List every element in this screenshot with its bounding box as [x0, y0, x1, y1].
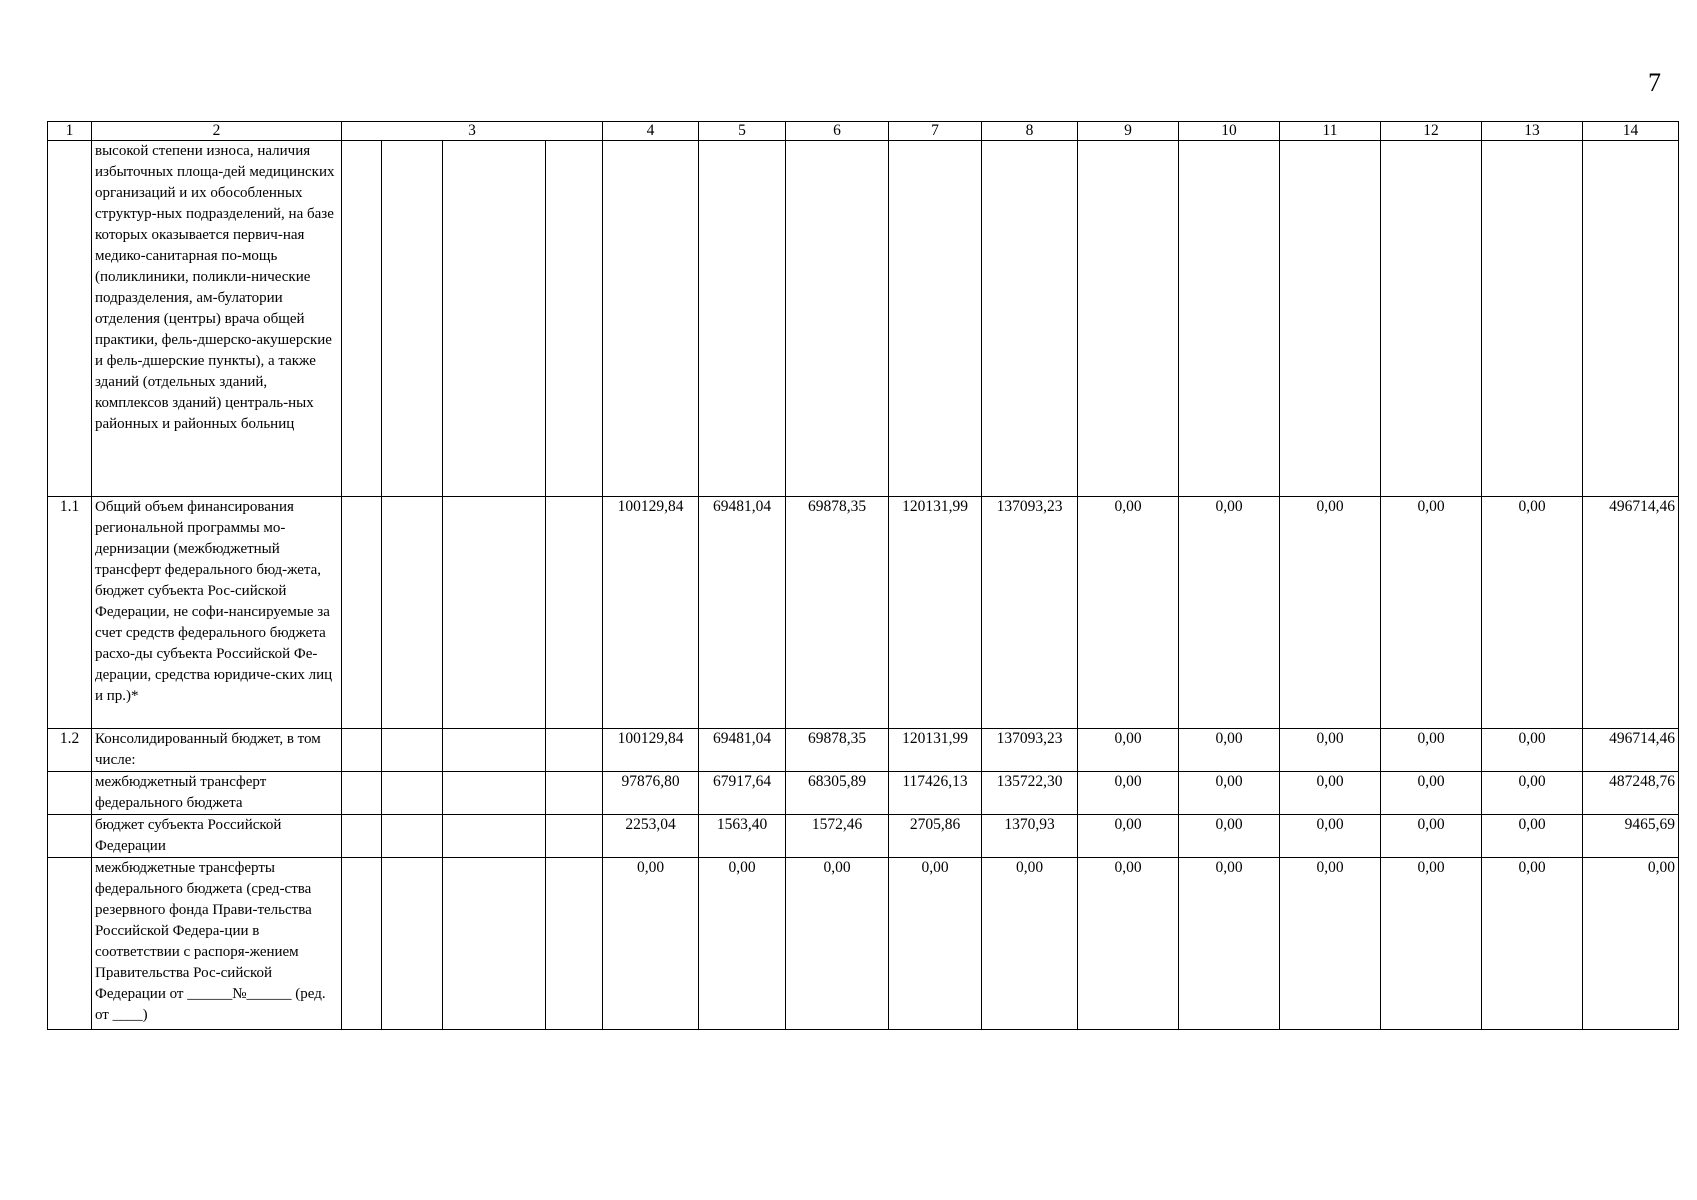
header-col-5: 5 [699, 122, 786, 141]
value-cell: 0,00 [1179, 729, 1280, 772]
value-cell: 69878,35 [786, 729, 889, 772]
value-cell: 0,00 [1482, 815, 1583, 858]
value-cell: 0,00 [1482, 497, 1583, 729]
value-cell: 1370,93 [982, 815, 1078, 858]
header-col-6: 6 [786, 122, 889, 141]
row-number [48, 858, 92, 1030]
value-cell: 0,00 [1078, 772, 1179, 815]
value-cell: 0,00 [1482, 772, 1583, 815]
total-cell: 496714,46 [1583, 497, 1679, 729]
total-cell [1583, 141, 1679, 497]
value-cell [889, 141, 982, 497]
value-cell: 120131,99 [889, 497, 982, 729]
header-col-12: 12 [1381, 122, 1482, 141]
row-number: 1.1 [48, 497, 92, 729]
value-cell: 0,00 [1482, 858, 1583, 1030]
value-cell [1179, 141, 1280, 497]
header-col-11: 11 [1280, 122, 1381, 141]
value-cell: 0,00 [1280, 858, 1381, 1030]
value-cell [1381, 141, 1482, 497]
row-description: Общий объем финансирования региональной программы мо-дернизации (межбюджетный трансферт федерального бюд-жета, бюджет субъекта Рос-сийской Федерации, не софи-нансируемые за счет средств федерального бюджета расхо-ды субъекта Российской Фе-дерации, средства юридиче-ских лиц и пр.)* [92, 497, 342, 729]
row-description: межбюджетный трансферт федерального бюджета [92, 772, 342, 815]
value-cell [603, 141, 699, 497]
value-cell: 69878,35 [786, 497, 889, 729]
value-cell: 0,00 [1381, 729, 1482, 772]
value-cell: 2705,86 [889, 815, 982, 858]
value-cell [1482, 141, 1583, 497]
value-cell [982, 141, 1078, 497]
total-cell: 496714,46 [1583, 729, 1679, 772]
value-cell: 0,00 [982, 858, 1078, 1030]
value-cell: 0,00 [1280, 815, 1381, 858]
row-number [48, 815, 92, 858]
value-cell: 67917,64 [699, 772, 786, 815]
value-cell: 0,00 [1179, 858, 1280, 1030]
value-cell: 0,00 [889, 858, 982, 1030]
table-row [48, 772, 1679, 815]
value-cell: 137093,23 [982, 497, 1078, 729]
value-cell: 0,00 [1078, 858, 1179, 1030]
value-cell: 69481,04 [699, 729, 786, 772]
value-cell: 0,00 [786, 858, 889, 1030]
value-cell [1078, 141, 1179, 497]
value-cell: 0,00 [1179, 497, 1280, 729]
value-cell [699, 141, 786, 497]
row-number [48, 772, 92, 815]
value-cell: 100129,84 [603, 497, 699, 729]
financing-table [47, 121, 1679, 1030]
value-cell: 0,00 [1078, 497, 1179, 729]
value-cell: 135722,30 [982, 772, 1078, 815]
value-cell: 120131,99 [889, 729, 982, 772]
value-cell: 0,00 [1280, 772, 1381, 815]
header-col-14: 14 [1583, 122, 1679, 141]
value-cell: 0,00 [699, 858, 786, 1030]
value-cell: 0,00 [1078, 815, 1179, 858]
value-cell: 0,00 [1280, 729, 1381, 772]
value-cell [1280, 141, 1381, 497]
value-cell: 100129,84 [603, 729, 699, 772]
value-cell: 0,00 [1078, 729, 1179, 772]
value-cell: 68305,89 [786, 772, 889, 815]
value-cell: 0,00 [603, 858, 699, 1030]
total-cell: 487248,76 [1583, 772, 1679, 815]
header-col-7: 7 [889, 122, 982, 141]
value-cell: 117426,13 [889, 772, 982, 815]
row-description: Консолидированный бюджет, в том числе: [92, 729, 342, 772]
value-cell: 69481,04 [699, 497, 786, 729]
row-number [48, 141, 92, 497]
header-col-3: 3 [342, 122, 603, 141]
header-col-4: 4 [603, 122, 699, 141]
header-col-10: 10 [1179, 122, 1280, 141]
value-cell: 0,00 [1381, 497, 1482, 729]
value-cell: 0,00 [1381, 772, 1482, 815]
value-cell: 0,00 [1381, 858, 1482, 1030]
row-description: межбюджетные трансферты федерального бюджета (сред-ства резервного фонда Прави-тельства Российской Федера-ции в соответствии с распоря-жением Правительства Рос-сийской Федерации от ______№______ (ред. от ____) [92, 858, 342, 1030]
value-cell: 1563,40 [699, 815, 786, 858]
row-number: 1.2 [48, 729, 92, 772]
header-row [48, 122, 1679, 141]
row-description: высокой степени износа, наличия избыточных площа-дей медицинских организаций и их обособленных структур-ных подразделений, на базе которых оказывается первич-ная медико-санитарная по-мощь (поликлиники, поликли-нические подразделения, ам-булатории отделения (центры) врача общей практики, фель-дшерско-акушерские и фель-дшерские пункты), а также зданий (отдельных зданий, комплексов зданий) централь-ных районных и районных больниц [92, 141, 342, 497]
value-cell [786, 141, 889, 497]
value-cell: 0,00 [1280, 497, 1381, 729]
value-cell: 0,00 [1381, 815, 1482, 858]
table-row [48, 497, 1679, 729]
value-cell: 97876,80 [603, 772, 699, 815]
value-cell: 0,00 [1179, 815, 1280, 858]
value-cell: 0,00 [1179, 772, 1280, 815]
header-col-8: 8 [982, 122, 1078, 141]
table-row [48, 729, 1679, 772]
row-description: бюджет субъекта Российской Федерации [92, 815, 342, 858]
header-col-9: 9 [1078, 122, 1179, 141]
value-cell: 1572,46 [786, 815, 889, 858]
value-cell: 137093,23 [982, 729, 1078, 772]
table-row [48, 141, 1679, 497]
total-cell: 9465,69 [1583, 815, 1679, 858]
value-cell: 2253,04 [603, 815, 699, 858]
total-cell: 0,00 [1583, 858, 1679, 1030]
header-col-2: 2 [92, 122, 342, 141]
header-col-1: 1 [48, 122, 92, 141]
page-number: 7 [1648, 68, 1661, 97]
table-row [48, 815, 1679, 858]
value-cell: 0,00 [1482, 729, 1583, 772]
table-row [48, 858, 1679, 1030]
header-col-13: 13 [1482, 122, 1583, 141]
